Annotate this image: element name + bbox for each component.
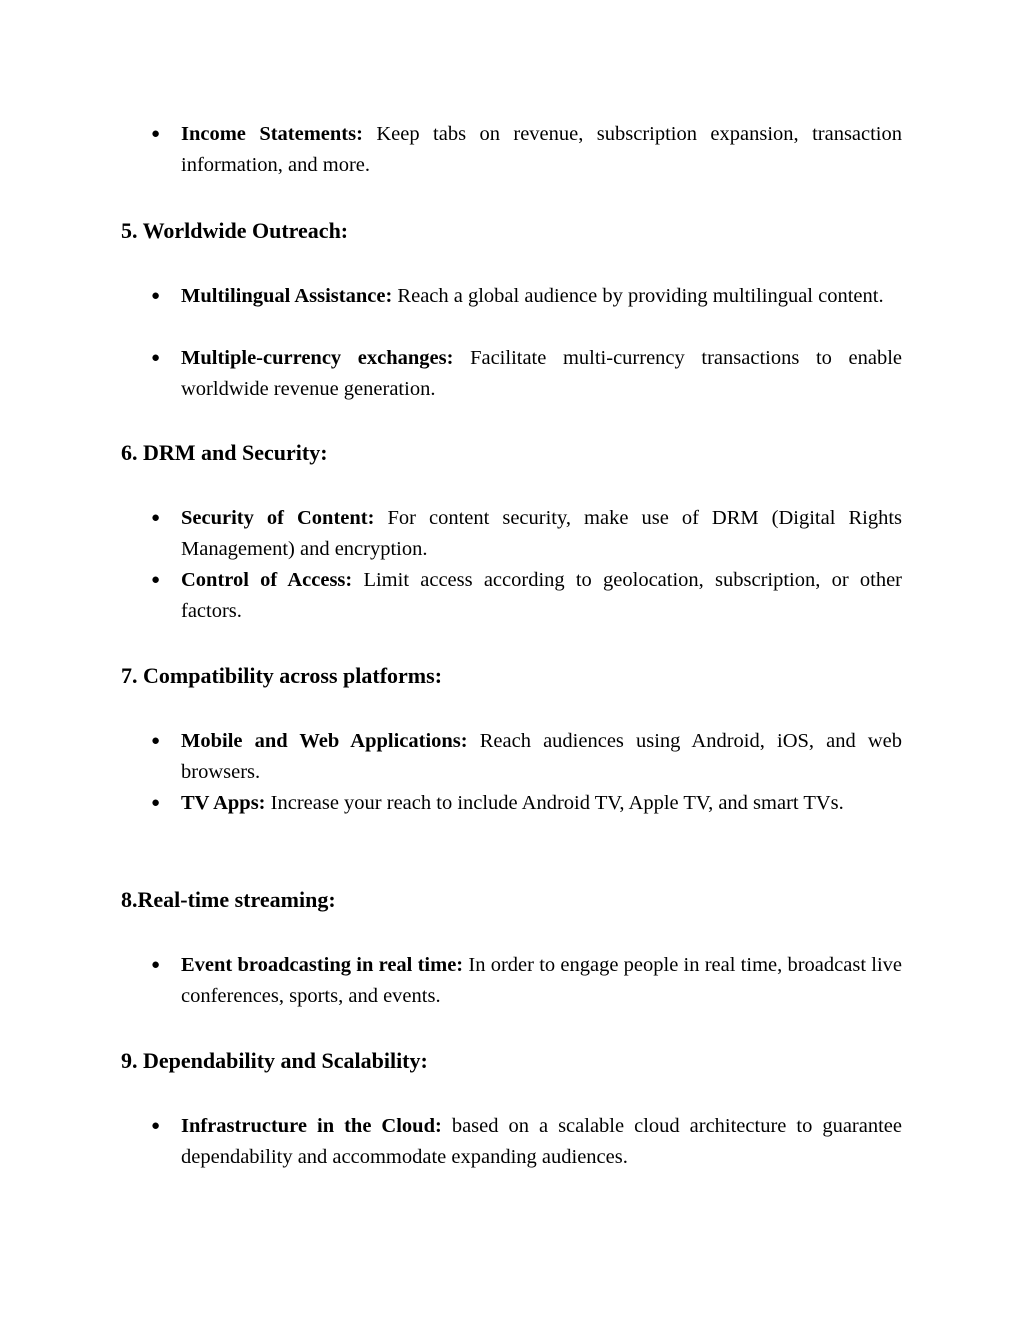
bullet-term: Mobile and Web Applications: xyxy=(181,730,468,752)
bullet-dot: ● xyxy=(151,957,161,973)
bullet-description: In order to engage people in real time, broadcast live conferences, sports, and events. xyxy=(181,954,903,1007)
bullet-text xyxy=(181,343,902,405)
bullet-control-of-access xyxy=(151,565,902,627)
bullet-term: Security of Content: xyxy=(181,507,375,529)
section-heading-dependability: 9. Dependability and Scalability: xyxy=(121,1048,428,1073)
bullet-text xyxy=(181,788,902,819)
bullet-dot: ● xyxy=(151,733,161,749)
bullet-multilingual-assistance xyxy=(151,281,902,312)
bullet-text xyxy=(181,119,902,181)
bullet-mobile-web-apps xyxy=(151,726,902,788)
bullet-dot: ● xyxy=(151,510,161,526)
bullet-dot: ● xyxy=(151,1118,161,1134)
bullet-dot: ● xyxy=(151,350,161,366)
bullet-event-broadcasting xyxy=(151,950,902,1012)
bullet-text xyxy=(181,281,902,312)
section-heading-drm-security: 6. DRM and Security: xyxy=(121,440,328,465)
bullet-description: Facilitate multi-currency transactions to enable worldwide revenue generation. xyxy=(181,347,903,400)
bullet-description: based on a scalable cloud architecture to guarantee dependability and accommodate expanding audiences. xyxy=(181,1115,902,1168)
bullet-term: Income Statements: xyxy=(181,123,363,145)
bullet-text xyxy=(181,503,902,565)
section-heading-compatibility: 7. Compatibility across platforms: xyxy=(121,663,443,688)
section-heading-real-time-streaming: 8.Real-time streaming: xyxy=(121,887,336,912)
bullet-text xyxy=(181,726,902,788)
bullet-term: Control of Access: xyxy=(181,569,353,591)
bullet-text xyxy=(181,950,902,1012)
bullet-term: TV Apps: xyxy=(181,792,266,814)
bullet-term: Multiple-currency exchanges: xyxy=(181,347,454,369)
bullet-term: Infrastructure in the Cloud: xyxy=(181,1115,442,1137)
bullet-term: Multilingual Assistance: xyxy=(181,285,393,307)
bullet-dot: ● xyxy=(151,572,161,588)
section-heading-worldwide-outreach: 5. Worldwide Outreach: xyxy=(121,218,349,243)
bullet-term: Event broadcasting in real time: xyxy=(181,954,464,976)
bullet-text xyxy=(181,1111,902,1173)
bullet-dot: ● xyxy=(151,288,161,304)
bullet-description: Increase your reach to include Android TV, Apple TV, and smart TVs. xyxy=(270,792,844,814)
bullet-description: Reach a global audience by providing multilingual content. xyxy=(397,285,884,307)
bullet-description: Keep tabs on revenue, subscription expansion, transaction information, and more. xyxy=(181,123,903,176)
bullet-cloud-infrastructure xyxy=(151,1111,902,1173)
bullet-multiple-currency xyxy=(151,343,902,405)
bullet-dot: ● xyxy=(151,795,161,811)
bullet-dot: ● xyxy=(151,126,161,142)
bullet-description: Limit access according to geolocation, subscription, or other factors. xyxy=(181,569,903,622)
bullet-income-statements xyxy=(151,119,902,181)
bullet-description: Reach audiences using Android, iOS, and web browsers. xyxy=(181,730,903,783)
bullet-description: For content security, make use of DRM (Digital Rights Management) and encryption. xyxy=(181,507,902,560)
bullet-text xyxy=(181,565,902,627)
bullet-security-of-content xyxy=(151,503,902,565)
bullet-tv-apps xyxy=(151,788,902,819)
